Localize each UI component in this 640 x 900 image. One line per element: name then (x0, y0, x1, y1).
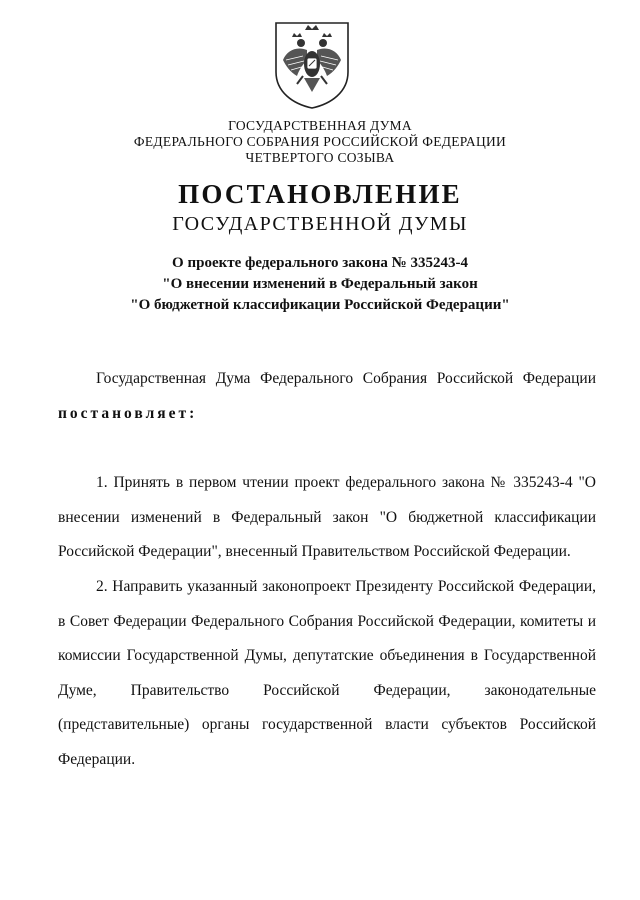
subject-line: "О бюджетной классификации Российской Федерации" (130, 297, 510, 313)
document-issuer: ГОСУДАРСТВЕННОЙ ДУМЫ (172, 213, 468, 235)
item-2-text: 2. Направить указанный законопроект Президенту Российской Федерации, в Совет Федерации Федерального Собрания Российской Федерации, комитеты и комиссии Государственной Думы, депутатские объединения в Государственной Думе, Правительство Российской Федерации, законодательные (представительные) органы государственной власти субъектов Российской Федерации. (58, 578, 596, 768)
subject-line: О проекте федерального закона № 335243-4 (172, 255, 468, 271)
header-line-convocation: ЧЕТВЕРТОГО СОЗЫВА (245, 150, 395, 165)
item-2-paragraph (58, 570, 596, 777)
intro-text: Государственная Дума Федерального Собрания Российской Федерации (96, 370, 596, 387)
document-type: ПОСТАНОВЛЕНИЕ (178, 179, 462, 209)
intro-paragraph (58, 362, 596, 431)
resolution-verb: постановляет: (58, 404, 198, 422)
header-line-duma: ГОСУДАРСТВЕННАЯ ДУМА (228, 118, 412, 133)
document-subject (0, 253, 640, 316)
item-1-text: 1. Принять в первом чтении проект федерального закона № 335243-4 "О внесении изменений в Федеральный закон "О бюджетной классификации Российской Федерации", внесенный Правительством Российской Федерации. (58, 474, 596, 560)
coat-of-arms-icon (273, 20, 351, 110)
header-line-assembly: ФЕДЕРАЛЬНОГО СОБРАНИЯ РОССИЙСКОЙ ФЕДЕРАЦИИ (133, 134, 507, 149)
subject-line: "О внесении изменений в Федеральный закон (162, 276, 478, 292)
item-1-paragraph (58, 466, 596, 570)
issuer-header (0, 118, 640, 166)
